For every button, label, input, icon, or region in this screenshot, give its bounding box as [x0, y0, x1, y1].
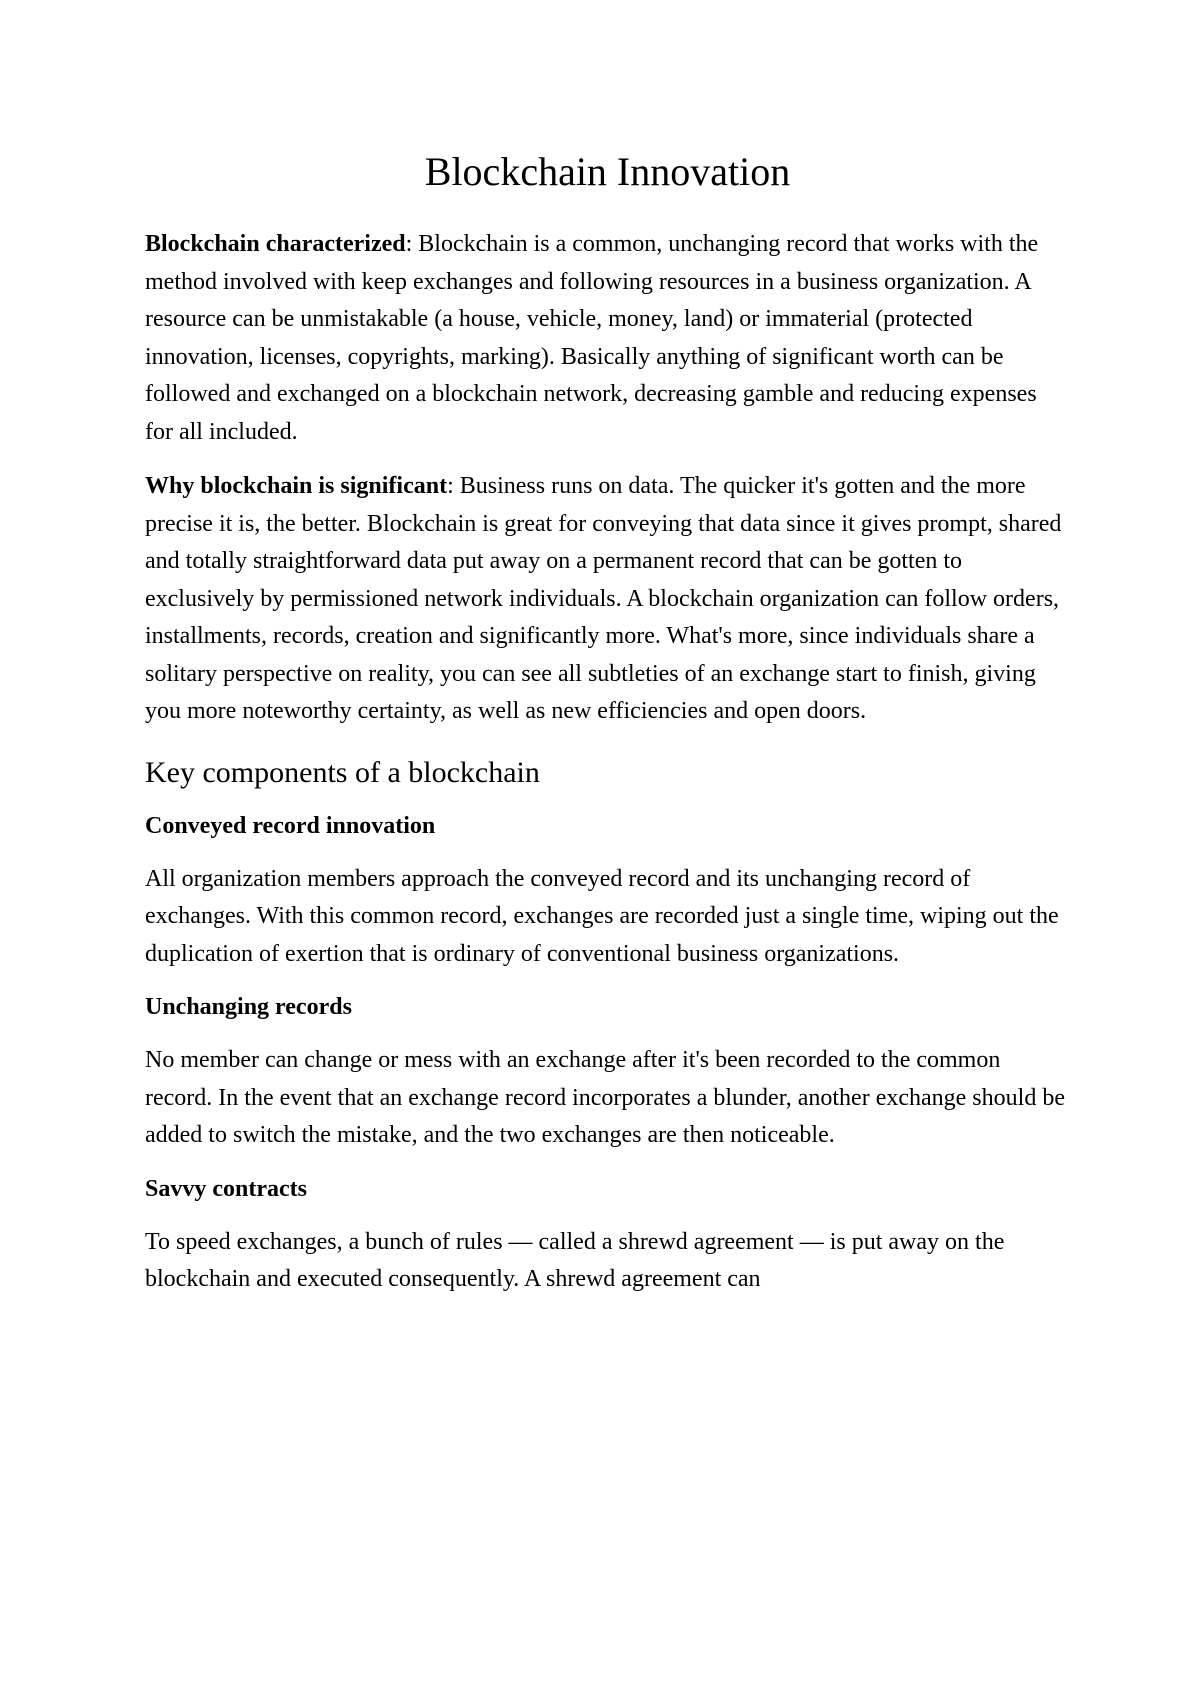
component-body: To speed exchanges, a bunch of rules — called a shrewd agreement — is put away on the blockchain and executed consequently. A shrewd agreement can	[145, 1228, 1005, 1292]
component-heading: Savvy contracts	[145, 1175, 307, 1202]
component-body: No member can change or mess with an exchange after it's been recorded to the common record. In the event that an exchange record incorporates a blunder, another exchange should be added to switch the mistake, and the two exchanges are then noticeable.	[145, 1047, 1065, 1148]
paragraph-text: : Business runs on data. The quicker it's gotten and the more precise it is, the better. Blockchain is great for conveying that data since it gives prompt, shared and totally straightforward data put away on a permanent record that can be gotten to exclusively by permissioned network individuals. A blockchain organization can follow orders, installments, records, creation and significantly more. What's more, since individuals share a solitary perspective on reality, you can see all subtleties of an exchange start to finish, giving you more noteworthy certainty, as well as new efficiencies and open doors.	[145, 473, 1062, 724]
page-title: Blockchain Innovation	[424, 149, 791, 194]
paragraph-lead: Blockchain characterized	[145, 231, 406, 257]
component-heading: Conveyed record innovation	[145, 812, 436, 839]
paragraph-lead: Why blockchain is significant	[145, 473, 448, 499]
intro-paragraph-significance	[145, 468, 1070, 731]
component-body: All organization members approach the conveyed record and its unchanging record of exchanges. With this common record, exchanges are recorded just a single time, wiping out the duplication of exertion that is ordinary of conventional business organizations.	[145, 865, 1059, 967]
component-heading: Unchanging records	[145, 994, 352, 1020]
section-heading: Key components of a blockchain	[145, 755, 540, 789]
intro-paragraph-definition	[145, 226, 1070, 451]
paragraph-text: : Blockchain is a common, unchanging record that works with the method involved with keep exchanges and following resources in a business organization. A resource can be unmistakable (a house, vehicle, money, land) or immaterial (protected innovation, licenses, copyrights, marking). Basically anything of significant worth can be followed and exchanged on a blockchain network, decreasing gamble and reducing expenses for all included.	[145, 231, 1039, 445]
